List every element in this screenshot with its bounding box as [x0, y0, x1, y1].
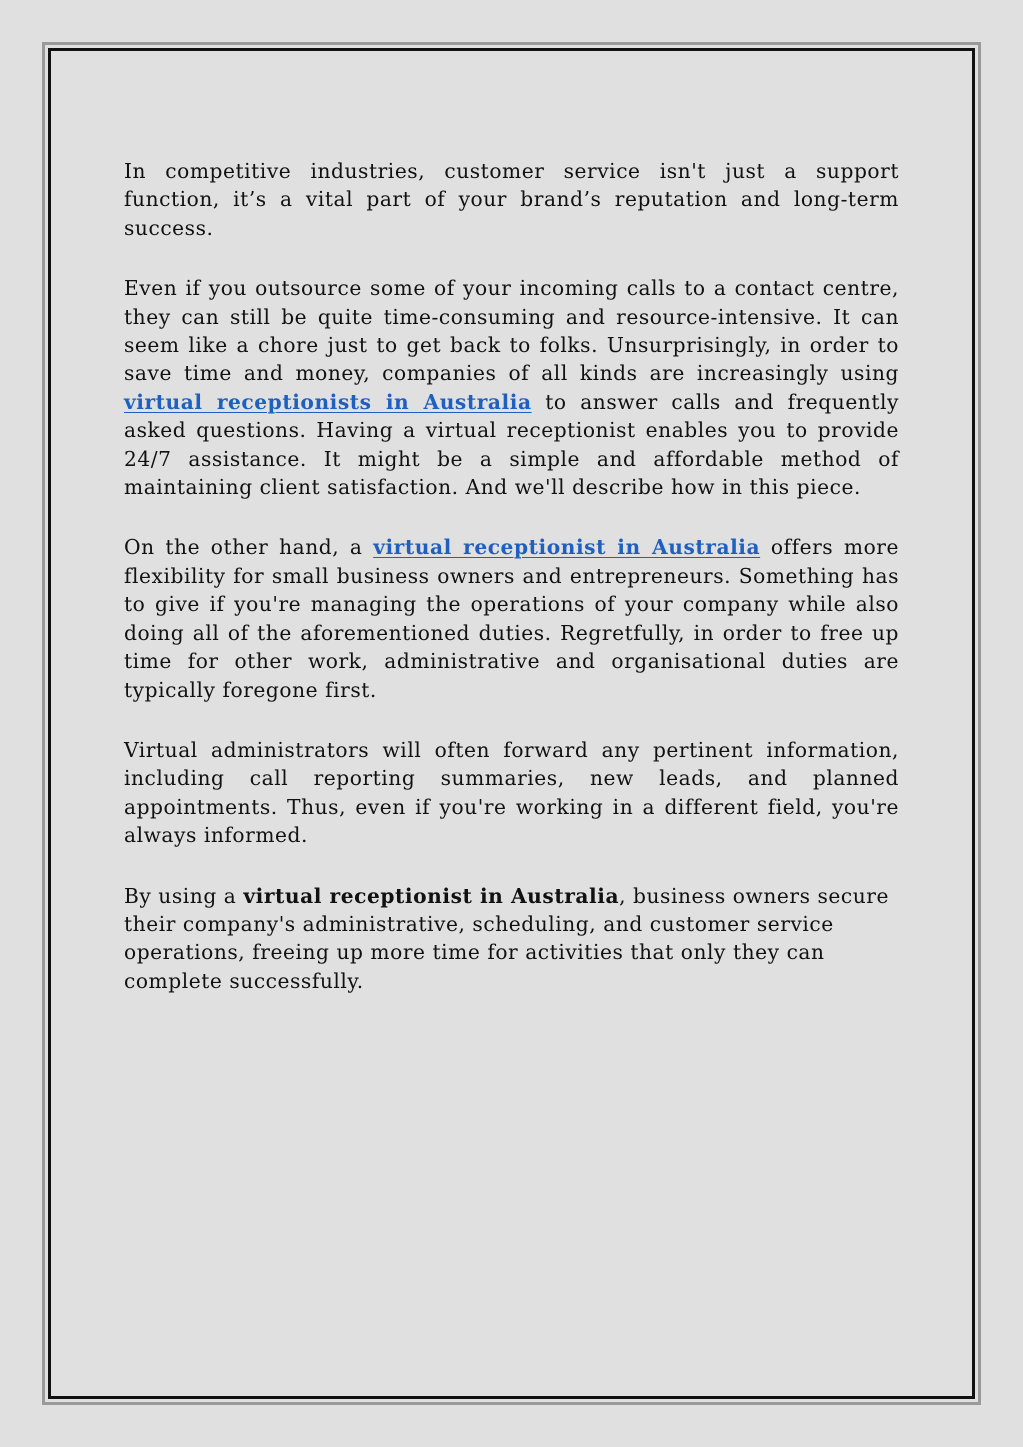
paragraph-administrators [124, 736, 899, 850]
paragraph-intro [124, 157, 899, 242]
paragraph-flexibility-text-start: On the other hand, a [124, 535, 374, 560]
virtual-receptionists-australia-link[interactable]: virtual receptionists in Australia [124, 389, 532, 414]
paragraph-outsourcing-text-end: to answer calls and frequently asked questions. Having a virtual receptionist enables you to provide 24/7 assistance. It might be a simple and affordable method of maintaining client satisfaction. And we'll describe how in this piece. [124, 389, 899, 500]
paragraph-intro-text: In competitive industries, customer service isn't just a support function, it’s a vital part of your brand’s reputation and long-term success. [124, 159, 899, 240]
paragraph-outsourcing [124, 274, 899, 501]
paragraph-conclusion-text-start: By using a [124, 883, 244, 908]
virtual-receptionist-australia-bold: virtual receptionist in Australia [243, 883, 620, 908]
virtual-receptionist-australia-link[interactable]: virtual receptionist in Australia [373, 535, 761, 560]
paragraph-flexibility [124, 533, 899, 703]
paragraph-administrators-text: Virtual administrators will often forward any pertinent information, including call reporting summaries, new leads, and planned appointments. Thus, even if you're working in a different field, you're always informed. [124, 737, 899, 848]
paragraph-conclusion-text-end: , business owners secure their company's administrative, scheduling, and customer service operations, freeing up more time for activities that only they can complete successfully. [124, 883, 889, 993]
paragraph-outsourcing-text-start: Even if you outsource some of your incoming calls to a contact centre, they can still be quite time-consuming and resource-intensive. It can seem like a chore just to get back to folks. Unsurprisingly, in order to save time and money, companies of all kinds are increasingly using [124, 276, 899, 386]
paragraph-conclusion [124, 882, 899, 996]
paragraph-flexibility-text-end: offers more flexibility for small business owners and entrepreneurs. Something has to give if you're managing the operations of your company while also doing all of the aforementioned duties. Regretfully, in order to free up time for other work, administrative and organisational duties are typically foregone first. [124, 535, 899, 702]
document-body [124, 157, 899, 1027]
